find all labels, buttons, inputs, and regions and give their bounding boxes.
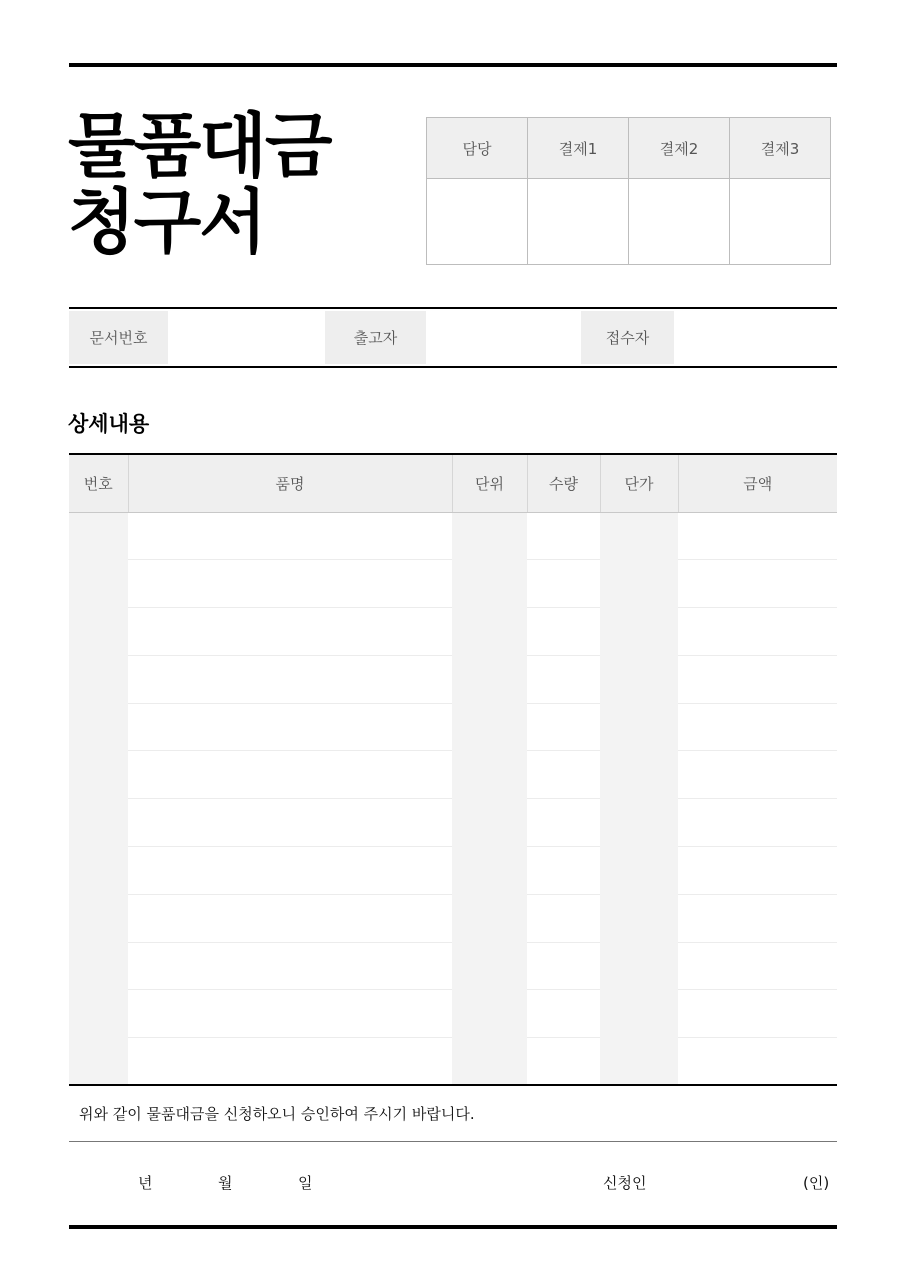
- table-row: [69, 655, 837, 703]
- cell-item-name[interactable]: [128, 1038, 452, 1086]
- cell-number[interactable]: [69, 608, 128, 656]
- cell-amount[interactable]: [678, 703, 837, 751]
- cell-item-name[interactable]: [128, 847, 452, 895]
- cell-number[interactable]: [69, 894, 128, 942]
- table-row: [69, 703, 837, 751]
- title-line-2: 청구서: [68, 181, 265, 263]
- cell-item-name[interactable]: [128, 512, 452, 560]
- cell-quantity[interactable]: [527, 894, 600, 942]
- cell-number[interactable]: [69, 512, 128, 560]
- cell-amount[interactable]: [678, 1038, 837, 1086]
- cell-item-name[interactable]: [128, 894, 452, 942]
- cell-unit-price[interactable]: [600, 799, 678, 847]
- cell-quantity[interactable]: [527, 655, 600, 703]
- approval-sign-manager[interactable]: [427, 179, 528, 265]
- detail-table: [69, 453, 837, 1086]
- cell-item-name[interactable]: [128, 655, 452, 703]
- bottom-rule: [69, 1225, 837, 1229]
- date-year-label: 년: [138, 1174, 153, 1192]
- applicant-label: 신청인: [603, 1174, 647, 1192]
- cell-item-name[interactable]: [128, 751, 452, 799]
- cell-amount[interactable]: [678, 560, 837, 608]
- cell-item-name[interactable]: [128, 799, 452, 847]
- header-item-name: 품명: [128, 454, 452, 512]
- notice-statement: [69, 1084, 837, 1142]
- approval-header-manager: 담당: [427, 118, 528, 179]
- cell-number[interactable]: [69, 655, 128, 703]
- cell-unit[interactable]: [452, 1038, 527, 1086]
- approval-sign-approver-1[interactable]: [528, 179, 629, 265]
- date-day-label: 일: [298, 1174, 313, 1192]
- approval-header-approver-3: 결제3: [730, 118, 831, 179]
- table-row: [69, 751, 837, 799]
- cell-item-name[interactable]: [128, 608, 452, 656]
- cell-amount[interactable]: [678, 608, 837, 656]
- header-quantity: 수량: [527, 454, 600, 512]
- cell-unit[interactable]: [452, 799, 527, 847]
- cell-number[interactable]: [69, 1038, 128, 1086]
- cell-unit-price[interactable]: [600, 894, 678, 942]
- table-row: [69, 990, 837, 1038]
- cell-unit[interactable]: [452, 512, 527, 560]
- section-title: 상세내용: [68, 412, 150, 436]
- approval-header-approver-1: 결제1: [528, 118, 629, 179]
- cell-amount[interactable]: [678, 799, 837, 847]
- cell-unit[interactable]: [452, 703, 527, 751]
- document-number-field[interactable]: [168, 311, 325, 364]
- cell-unit-price[interactable]: [600, 703, 678, 751]
- cell-unit[interactable]: [452, 560, 527, 608]
- receiver-label: 접수자: [581, 311, 674, 364]
- header-unit-price: 단가: [600, 454, 678, 512]
- receiver-field[interactable]: [674, 311, 837, 364]
- cell-amount[interactable]: [678, 655, 837, 703]
- shipper-field[interactable]: [426, 311, 581, 364]
- cell-quantity[interactable]: [527, 560, 600, 608]
- header-unit: 단위: [452, 454, 527, 512]
- cell-number[interactable]: [69, 847, 128, 895]
- table-row: [69, 799, 837, 847]
- title-line-1: 물품대금: [68, 105, 331, 187]
- notice-text: 위와 같이 물품대금을 신청하오니 승인하여 주시기 바랍니다.: [79, 1105, 475, 1123]
- cell-number[interactable]: [69, 942, 128, 990]
- top-rule: [69, 63, 837, 67]
- cell-unit-price[interactable]: [600, 560, 678, 608]
- table-row: [69, 560, 837, 608]
- date-month-label: 월: [218, 1174, 233, 1192]
- document-number-label: 문서번호: [69, 311, 168, 364]
- cell-unit-price[interactable]: [600, 1038, 678, 1086]
- table-row: [69, 894, 837, 942]
- cell-amount[interactable]: [678, 990, 837, 1038]
- approval-box: [426, 117, 831, 265]
- table-row: [69, 608, 837, 656]
- approval-sign-approver-2[interactable]: [629, 179, 730, 265]
- table-row: [69, 942, 837, 990]
- cell-item-name[interactable]: [128, 990, 452, 1038]
- cell-unit-price[interactable]: [600, 942, 678, 990]
- cell-unit-price[interactable]: [600, 608, 678, 656]
- cell-quantity[interactable]: [527, 990, 600, 1038]
- cell-number[interactable]: [69, 703, 128, 751]
- cell-unit-price[interactable]: [600, 655, 678, 703]
- cell-unit-price[interactable]: [600, 512, 678, 560]
- detail-table-header: [69, 454, 837, 512]
- cell-number[interactable]: [69, 751, 128, 799]
- cell-quantity[interactable]: [527, 512, 600, 560]
- cell-unit[interactable]: [452, 655, 527, 703]
- table-row: [69, 512, 837, 560]
- document-title: [68, 105, 331, 263]
- cell-unit-price[interactable]: [600, 847, 678, 895]
- shipper-label: 출고자: [325, 311, 426, 364]
- cell-amount[interactable]: [678, 847, 837, 895]
- cell-unit[interactable]: [452, 894, 527, 942]
- cell-amount[interactable]: [678, 894, 837, 942]
- cell-quantity[interactable]: [527, 751, 600, 799]
- approval-sign-approver-3[interactable]: [730, 179, 831, 265]
- cell-quantity[interactable]: [527, 1038, 600, 1086]
- approval-header-approver-2: 결제2: [629, 118, 730, 179]
- cell-amount[interactable]: [678, 751, 837, 799]
- cell-item-name[interactable]: [128, 942, 452, 990]
- cell-item-name[interactable]: [128, 560, 452, 608]
- cell-number[interactable]: [69, 990, 128, 1038]
- header-number: 번호: [69, 454, 128, 512]
- cell-unit-price[interactable]: [600, 751, 678, 799]
- cell-item-name[interactable]: [128, 703, 452, 751]
- cell-number[interactable]: [69, 799, 128, 847]
- cell-amount[interactable]: [678, 942, 837, 990]
- seal-label: (인): [803, 1174, 830, 1192]
- header-amount: 금액: [678, 454, 837, 512]
- cell-amount[interactable]: [678, 512, 837, 560]
- table-row: [69, 1038, 837, 1086]
- cell-unit[interactable]: [452, 942, 527, 990]
- cell-quantity[interactable]: [527, 799, 600, 847]
- cell-unit[interactable]: [452, 990, 527, 1038]
- cell-quantity[interactable]: [527, 703, 600, 751]
- cell-quantity[interactable]: [527, 942, 600, 990]
- cell-number[interactable]: [69, 560, 128, 608]
- cell-unit-price[interactable]: [600, 990, 678, 1038]
- document-info-bar: [69, 307, 837, 368]
- cell-quantity[interactable]: [527, 608, 600, 656]
- cell-quantity[interactable]: [527, 847, 600, 895]
- cell-unit[interactable]: [452, 751, 527, 799]
- cell-unit[interactable]: [452, 608, 527, 656]
- table-row: [69, 847, 837, 895]
- cell-unit[interactable]: [452, 847, 527, 895]
